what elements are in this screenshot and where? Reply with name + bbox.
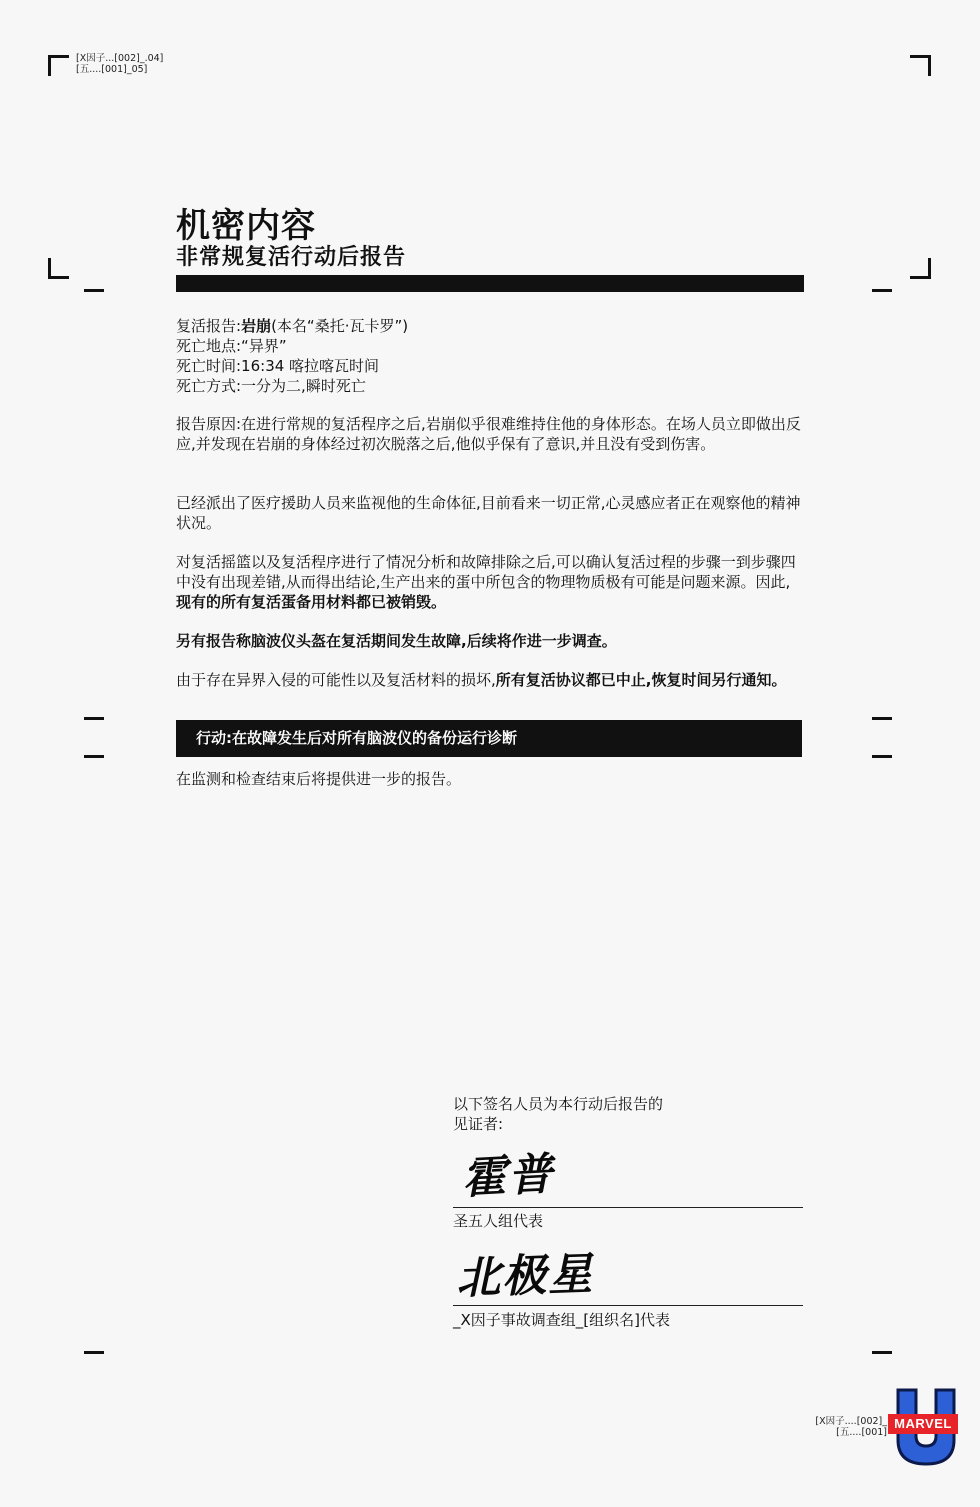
record-subject: 岩崩 xyxy=(241,317,272,335)
helmet-paragraph xyxy=(176,631,802,651)
record-line: 死亡地点:“异界” xyxy=(176,337,287,355)
page-subtitle: 非常规复活行动后报告 xyxy=(176,245,407,270)
record-subject-note: (本名“桑托·瓦卡罗”) xyxy=(271,317,409,335)
followup-text: 在监测和检查结束后将提供进一步的报告。 xyxy=(176,770,462,788)
signature-line xyxy=(453,1305,803,1306)
signature-caption: _X因子事故调查组_[组织名]代表 xyxy=(453,1311,670,1329)
suspend-paragraph xyxy=(176,670,802,690)
signature-intro xyxy=(453,1094,803,1134)
marvel-logo xyxy=(886,1388,960,1466)
corner-mark-mid-right xyxy=(910,258,931,279)
helmet-emphasis: 另有报告称脑波仪头盔在复活期间发生故障,后续将作进一步调查。 xyxy=(176,632,617,650)
signature-intro-line: 以下签名人员为本行动后报告的 xyxy=(453,1095,664,1113)
action-bar: 行动:在故障发生后对所有脑波仪的备份运行诊断 xyxy=(176,720,802,757)
medical-paragraph: 已经派出了医疗援助人员来监视他的生命体征,目前看来一切正常,心灵感应者正在观察他的精神状况。 xyxy=(176,494,801,532)
file-code-line: [五....[001] xyxy=(836,1427,887,1438)
margin-dash xyxy=(872,717,892,720)
marvel-wordmark: MARVEL xyxy=(894,1416,952,1431)
file-code-line: [X因子...[002]_.04] xyxy=(76,53,164,64)
analysis-paragraph xyxy=(176,552,802,612)
record-line: 死亡方式:一分为二,瞬时死亡 xyxy=(176,377,366,395)
signature-hope: 霍普 xyxy=(460,1148,556,1205)
margin-dash xyxy=(872,289,892,292)
signature-intro-line: 见证者: xyxy=(453,1115,504,1133)
record-line xyxy=(176,316,806,336)
margin-dash xyxy=(84,1351,104,1354)
margin-dash xyxy=(84,755,104,758)
record-block xyxy=(176,316,806,396)
page-title: 机密内容 xyxy=(176,206,316,246)
file-code-bottom xyxy=(815,1416,887,1438)
margin-dash xyxy=(872,755,892,758)
margin-dash xyxy=(84,289,104,292)
title-rule xyxy=(176,275,804,292)
signature-polaris: 北极星 xyxy=(455,1248,596,1305)
file-code-line: [五....[001]_05] xyxy=(76,64,148,75)
margin-dash xyxy=(84,717,104,720)
signature-caption: 圣五人组代表 xyxy=(453,1212,544,1230)
file-code-top xyxy=(76,53,163,75)
suspend-text: 由于存在异界入侵的可能性以及复活材料的损坏, xyxy=(176,671,496,689)
corner-mark-top-left xyxy=(48,55,69,76)
reason-paragraph: 报告原因:在进行常规的复活程序之后,岩崩似乎很难维持住他的身体形态。在场人员立即做出反应,并发现在岩崩的身体经过初次脱落之后,他似乎保有了意识,并且没有受到伤害。 xyxy=(176,415,801,453)
analysis-emphasis: 现有的所有复活蛋备用材料都已被销毁。 xyxy=(176,593,447,611)
record-line: 死亡时间:16:34 喀拉喀瓦时间 xyxy=(176,357,380,375)
analysis-text: 对复活摇篮以及复活程序进行了情况分析和故障排除之后,可以确认复活过程的步骤一到步骤四中没有出现差错,从而得出结论,生产出来的蛋中所包含的物理物质极有可能是问题来源。因此, xyxy=(176,553,796,591)
record-label: 复活报告: xyxy=(176,317,242,335)
file-code-line: [X因子....[002]_ xyxy=(815,1416,887,1427)
margin-dash xyxy=(872,1351,892,1354)
corner-mark-top-right xyxy=(910,55,931,76)
signature-line xyxy=(453,1207,803,1208)
corner-mark-mid-left xyxy=(48,258,69,279)
suspend-emphasis: 所有复活协议都已中止,恢复时间另行通知。 xyxy=(495,671,787,689)
